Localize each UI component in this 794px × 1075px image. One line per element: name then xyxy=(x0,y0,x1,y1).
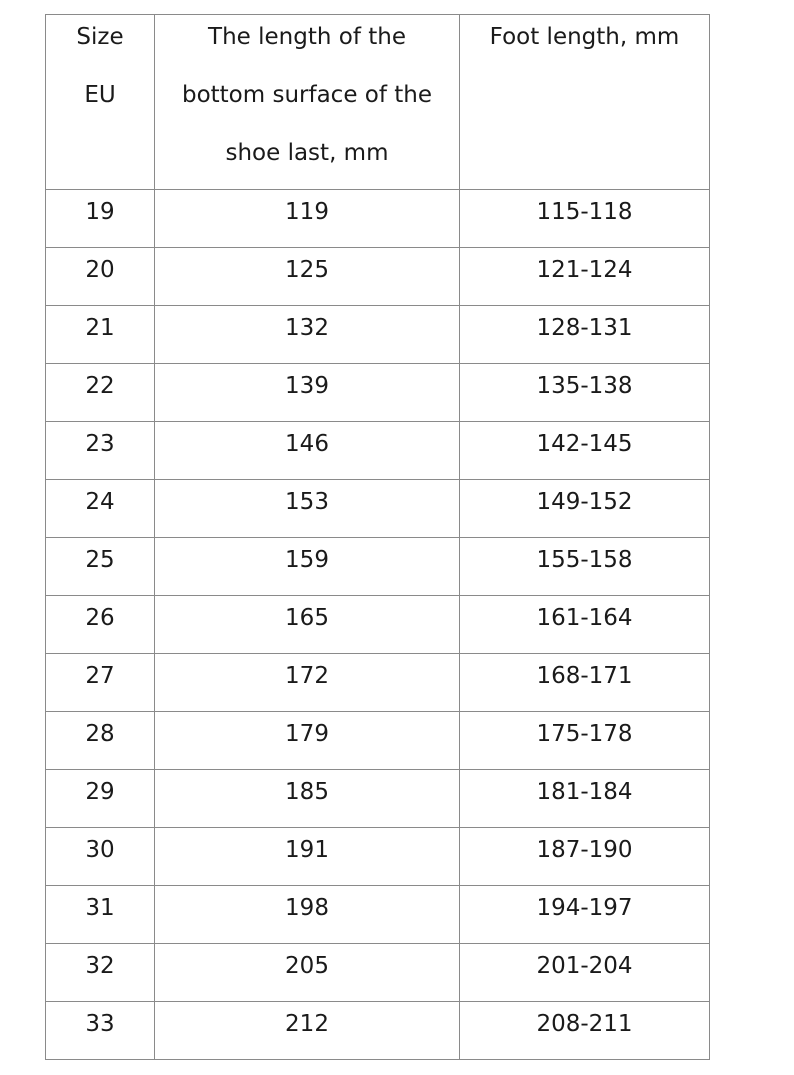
table-row xyxy=(46,1002,710,1060)
cell-size-eu: 25 xyxy=(46,538,155,596)
header-foot-length-line-1: Foot length, mm xyxy=(489,24,680,50)
cell-last-length: 205 xyxy=(155,944,460,1002)
cell-size-eu: 32 xyxy=(46,944,155,1002)
cell-last-length: 191 xyxy=(155,828,460,886)
cell-last-length: 132 xyxy=(155,306,460,364)
cell-foot-length: 135-138 xyxy=(460,364,710,422)
cell-foot-length: 142-145 xyxy=(460,422,710,480)
cell-foot-length: 208-211 xyxy=(460,1002,710,1060)
header-last-length-line-2: bottom surface of the xyxy=(181,82,433,108)
table-row xyxy=(46,944,710,1002)
cell-foot-length: 155-158 xyxy=(460,538,710,596)
cell-foot-length: 175-178 xyxy=(460,712,710,770)
table-row xyxy=(46,480,710,538)
table-row xyxy=(46,712,710,770)
table-row xyxy=(46,596,710,654)
cell-size-eu: 31 xyxy=(46,886,155,944)
cell-last-length: 139 xyxy=(155,364,460,422)
cell-size-eu: 23 xyxy=(46,422,155,480)
cell-foot-length: 115-118 xyxy=(460,190,710,248)
cell-foot-length: 168-171 xyxy=(460,654,710,712)
cell-last-length: 153 xyxy=(155,480,460,538)
cell-last-length: 212 xyxy=(155,1002,460,1060)
cell-size-eu: 21 xyxy=(46,306,155,364)
table-row xyxy=(46,886,710,944)
table-row xyxy=(46,422,710,480)
table-body xyxy=(46,190,710,1060)
cell-foot-length: 194-197 xyxy=(460,886,710,944)
cell-last-length: 125 xyxy=(155,248,460,306)
cell-foot-length: 201-204 xyxy=(460,944,710,1002)
cell-size-eu: 29 xyxy=(46,770,155,828)
cell-foot-length: 187-190 xyxy=(460,828,710,886)
table-row xyxy=(46,538,710,596)
cell-size-eu: 27 xyxy=(46,654,155,712)
cell-size-eu: 28 xyxy=(46,712,155,770)
cell-last-length: 198 xyxy=(155,886,460,944)
table-row xyxy=(46,306,710,364)
cell-foot-length: 128-131 xyxy=(460,306,710,364)
cell-last-length: 185 xyxy=(155,770,460,828)
cell-foot-length: 121-124 xyxy=(460,248,710,306)
cell-last-length: 119 xyxy=(155,190,460,248)
size-chart-table xyxy=(45,14,710,1060)
cell-size-eu: 20 xyxy=(46,248,155,306)
table-row xyxy=(46,654,710,712)
header-size-eu xyxy=(46,15,155,190)
cell-size-eu: 24 xyxy=(46,480,155,538)
table-row xyxy=(46,190,710,248)
cell-size-eu: 30 xyxy=(46,828,155,886)
cell-last-length: 172 xyxy=(155,654,460,712)
cell-size-eu: 33 xyxy=(46,1002,155,1060)
cell-size-eu: 19 xyxy=(46,190,155,248)
table-row xyxy=(46,770,710,828)
header-size-line-2: EU xyxy=(84,82,116,108)
cell-last-length: 165 xyxy=(155,596,460,654)
cell-foot-length: 161-164 xyxy=(460,596,710,654)
header-last-length-line-3: shoe last, mm xyxy=(225,140,389,166)
table-header-row xyxy=(46,15,710,190)
table-row xyxy=(46,364,710,422)
cell-foot-length: 149-152 xyxy=(460,480,710,538)
cell-last-length: 146 xyxy=(155,422,460,480)
cell-size-eu: 26 xyxy=(46,596,155,654)
header-last-length xyxy=(155,15,460,190)
cell-last-length: 159 xyxy=(155,538,460,596)
cell-foot-length: 181-184 xyxy=(460,770,710,828)
table-row xyxy=(46,828,710,886)
table-row xyxy=(46,248,710,306)
cell-last-length: 179 xyxy=(155,712,460,770)
header-foot-length xyxy=(460,15,710,190)
header-size-line-1: Size xyxy=(76,24,124,50)
cell-size-eu: 22 xyxy=(46,364,155,422)
header-last-length-line-1: The length of the xyxy=(208,24,406,50)
